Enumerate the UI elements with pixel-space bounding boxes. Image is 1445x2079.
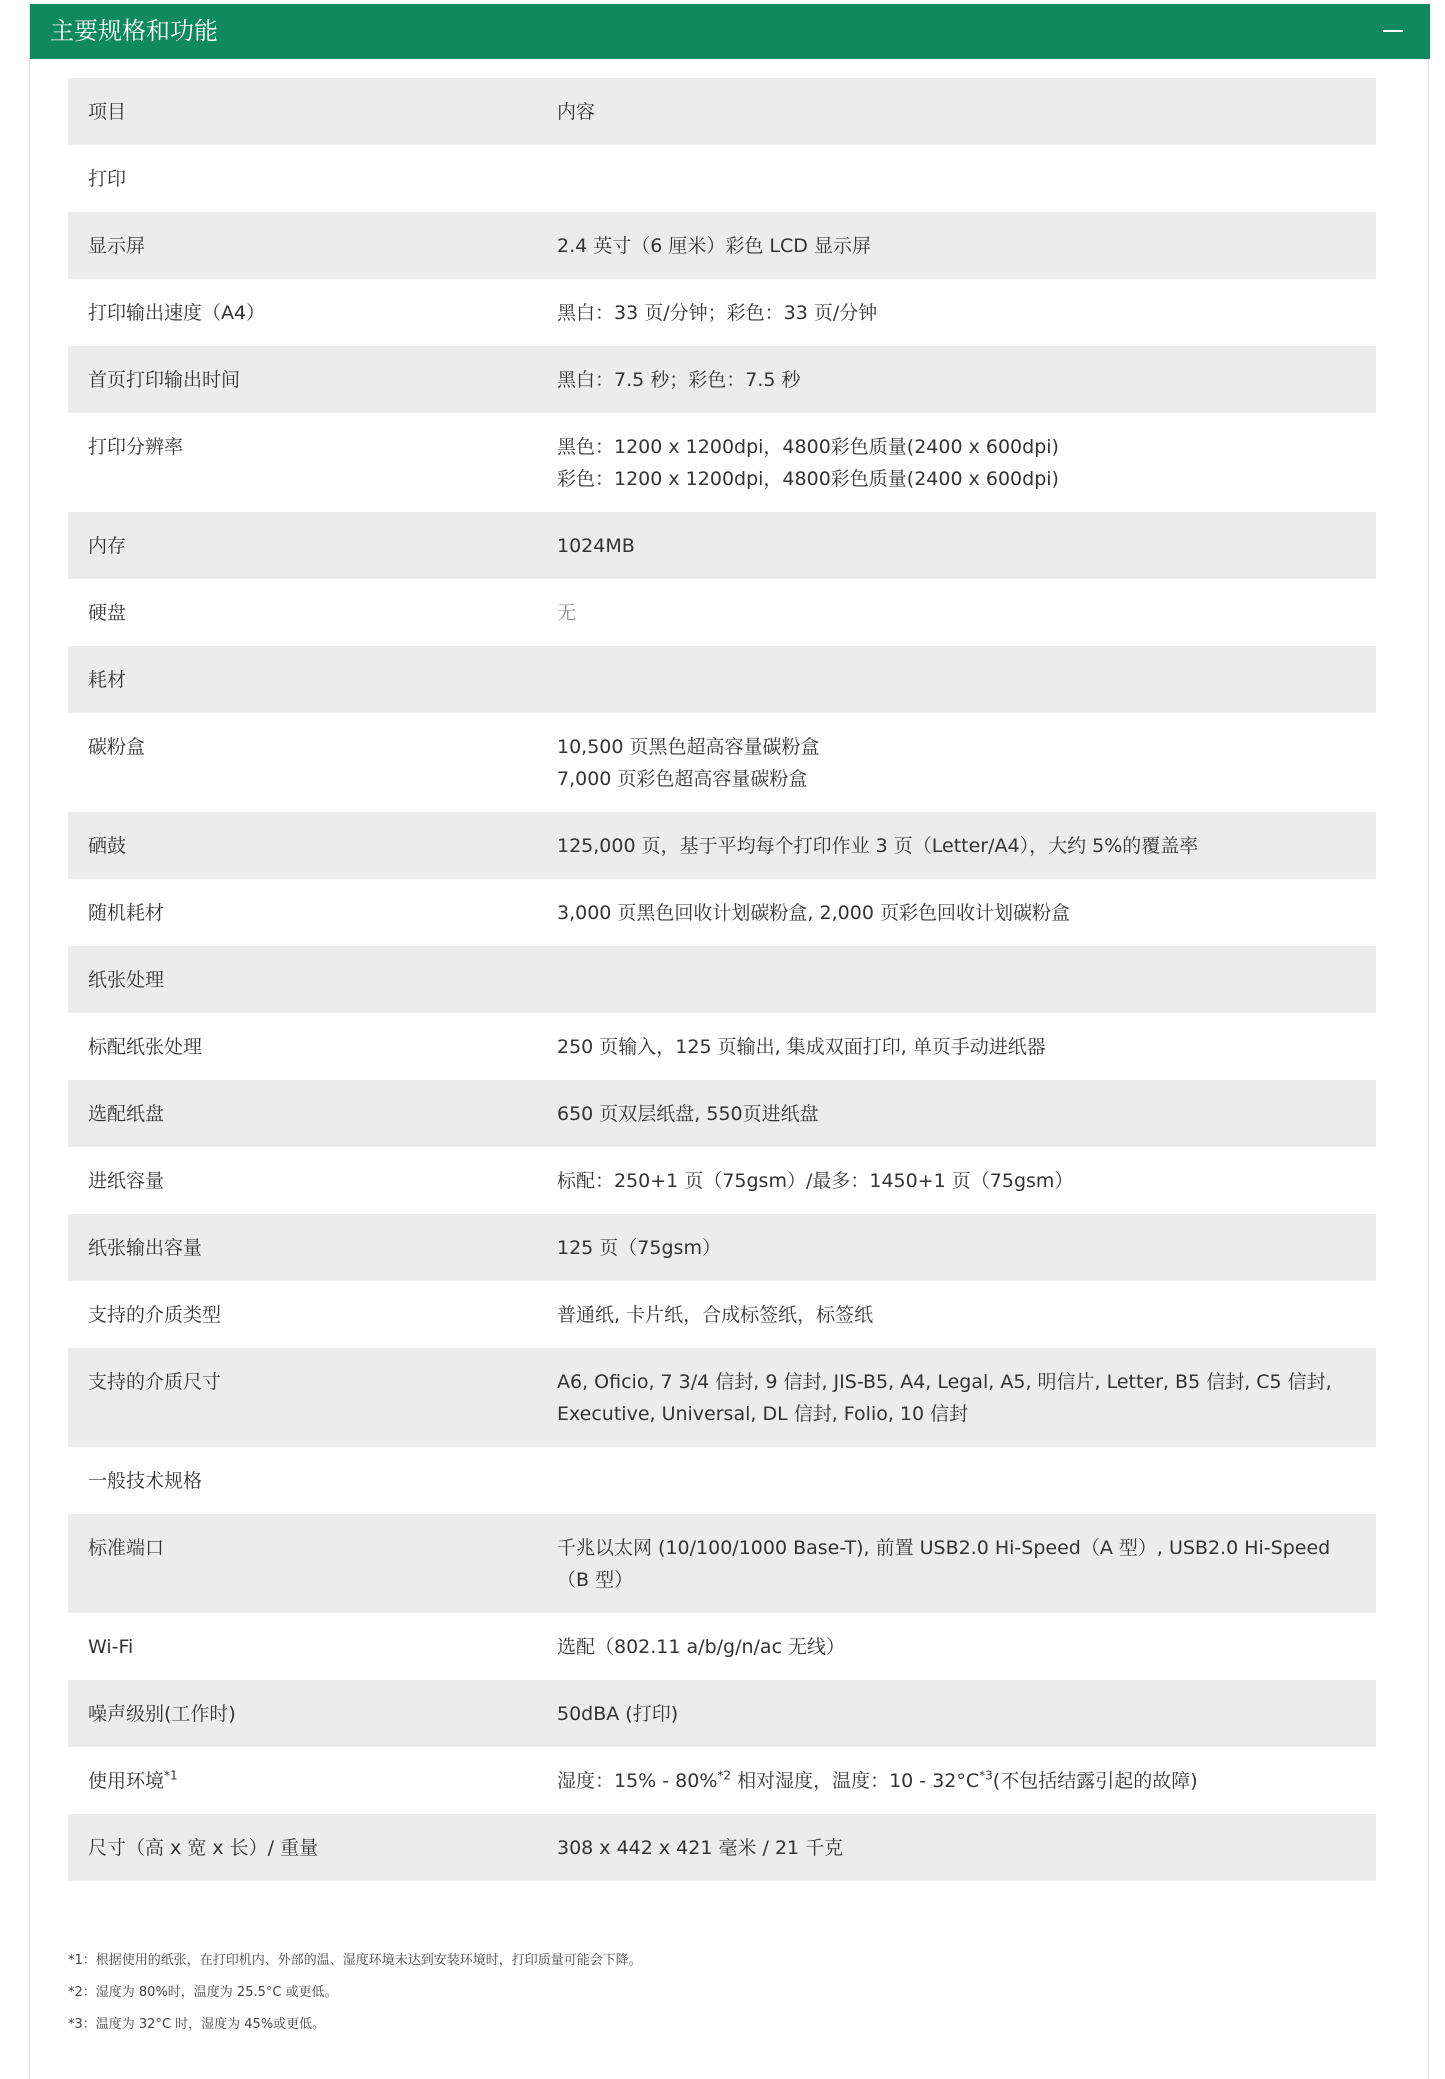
footnote: *2：湿度为 80%时，温度为 25.5°C 或更低。: [68, 1985, 338, 2000]
section-title: 主要规格和功能: [50, 17, 218, 45]
row-value: [557, 1765, 1376, 1797]
table-row: [68, 713, 1376, 812]
row-value: [557, 664, 1376, 696]
table-row: [68, 346, 1376, 413]
column-header-content: 内容: [557, 101, 596, 123]
row-value: 3,000 页黑色回收计划碳粉盒, 2,000 页彩色回收计划碳粉盒: [557, 902, 1070, 924]
row-label: 噪声级别(工作时): [88, 1703, 236, 1725]
row-value-line: 黑色：1200 x 1200dpi，4800彩色质量(2400 x 600dpi): [557, 436, 1059, 458]
table-row: [68, 579, 1376, 646]
table-row: [68, 1080, 1376, 1147]
row-label: 打印: [88, 168, 127, 190]
row-value: 2.4 英寸（6 厘米）彩色 LCD 显示屏: [557, 235, 871, 257]
row-label: 标准端口: [88, 1537, 165, 1559]
row-label: 随机耗材: [88, 902, 165, 924]
row-label: Wi-Fi: [88, 1636, 134, 1658]
table-row: [68, 1747, 1376, 1814]
table-row: [68, 279, 1376, 346]
row-value: A6, Oficio, 7 3/4 信封, 9 信封, JIS-B5, A4, Legal, A5, 明信片, Letter, B5 信封, C5 信封, Executive, Universal, DL 信封, Folio, 10 信封: [557, 1371, 1332, 1425]
row-value: 千兆以太网 (10/100/1000 Base-T), 前置 USB2.0 Hi-Speed（A 型）, USB2.0 Hi-Speed（B 型）: [557, 1537, 1331, 1591]
section-header[interactable]: [30, 4, 1430, 59]
row-label: 打印输出速度（A4）: [88, 302, 266, 324]
row-label: 尺寸（高 x 宽 x 长）/ 重量: [88, 1837, 319, 1859]
row-value-line: 10,500 页黑色超高容量碳粉盒: [557, 736, 820, 758]
table-row: [68, 812, 1376, 879]
row-value: [557, 431, 1376, 495]
row-value: 125 页（75gsm）: [557, 1237, 721, 1259]
row-value: 650 页双层纸盘, 550页进纸盘: [557, 1103, 819, 1125]
spec-table: [68, 78, 1376, 1881]
row-label: 纸张处理: [88, 969, 165, 991]
row-value-line: 7,000 页彩色超高容量碳粉盒: [557, 768, 808, 790]
row-value: 标配：250+1 页（75gsm）/最多：1450+1 页（75gsm）: [557, 1170, 1074, 1192]
row-value: 1024MB: [557, 535, 635, 557]
row-value: 黑白：7.5 秒；彩色：7.5 秒: [557, 369, 801, 391]
footnote: *1：根据使用的纸张，在打印机内、外部的温、湿度环境未达到安装环境时，打印质量可能会下降。: [68, 1953, 642, 1968]
row-value: 250 页输入，125 页输出, 集成双面打印, 单页手动进纸器: [557, 1036, 1046, 1058]
row-value: 黑白：33 页/分钟；彩色：33 页/分钟: [557, 302, 878, 324]
row-value: [557, 1465, 1376, 1497]
row-label: 内存: [88, 535, 127, 557]
footnote-ref: *3: [979, 1768, 993, 1783]
table-row: [68, 145, 1376, 212]
table-row: [68, 879, 1376, 946]
row-label: 标配纸张处理: [88, 1036, 203, 1058]
row-value-part: (不包括结露引起的故障): [992, 1770, 1198, 1792]
row-label: 耗材: [88, 669, 127, 691]
row-label: 支持的介质尺寸: [88, 1371, 222, 1393]
row-label: 进纸容量: [88, 1170, 165, 1192]
row-value: 选配（802.11 a/b/g/n/ac 无线）: [557, 1636, 846, 1658]
specs-panel: [29, 4, 1429, 2079]
table-row: [68, 512, 1376, 579]
table-row: [68, 646, 1376, 713]
table-header-row: [68, 78, 1376, 145]
row-value-part: 相对湿度，温度：10 - 32°C: [731, 1770, 980, 1792]
row-value: [557, 731, 1376, 795]
table-row: [68, 1013, 1376, 1080]
row-label: 显示屏: [88, 235, 146, 257]
row-value: 308 x 442 x 421 毫米 / 21 千克: [557, 1837, 844, 1859]
row-value: [557, 964, 1376, 996]
row-label: 碳粉盒: [88, 736, 146, 758]
minus-icon-bar: [1383, 30, 1403, 32]
row-label: 首页打印输出时间: [88, 369, 241, 391]
table-row: [68, 946, 1376, 1013]
row-value: 普通纸, 卡片纸，合成标签纸，标签纸: [557, 1304, 874, 1326]
table-row: [68, 1514, 1376, 1613]
row-label: [68, 1765, 557, 1797]
table-row: [68, 1613, 1376, 1680]
row-label: 一般技术规格: [88, 1470, 203, 1492]
table-row: [68, 212, 1376, 279]
footnote: *3：温度为 32°C 时，湿度为 45%或更低。: [68, 2017, 326, 2032]
row-value-part: 湿度：15% - 80%: [557, 1770, 718, 1792]
row-value: 125,000 页，基于平均每个打印作业 3 页（Letter/A4），大约 5%的覆盖率: [557, 835, 1199, 857]
footnote-ref: *1: [164, 1768, 178, 1783]
row-label: 选配纸盘: [88, 1103, 165, 1125]
table-row: [68, 1214, 1376, 1281]
table-row: [68, 1447, 1376, 1514]
table-row: [68, 1281, 1376, 1348]
row-label: 支持的介质类型: [88, 1304, 222, 1326]
table-row: [68, 1814, 1376, 1881]
row-label: 打印分辨率: [88, 436, 184, 458]
row-label-text: 使用环境: [88, 1770, 165, 1792]
row-value: 50dBA (打印): [557, 1703, 679, 1725]
row-value: [557, 163, 1376, 195]
table-row: [68, 1147, 1376, 1214]
row-value-line: 彩色：1200 x 1200dpi，4800彩色质量(2400 x 600dpi): [557, 468, 1059, 490]
column-header-item: 项目: [88, 101, 127, 123]
footnotes: [68, 1945, 1368, 2041]
table-row: [68, 1348, 1376, 1447]
row-label: 硒鼓: [88, 835, 127, 857]
row-value: 无: [557, 602, 577, 624]
row-label: 纸张输出容量: [88, 1237, 203, 1259]
footnote-ref: *2: [717, 1768, 732, 1783]
table-row: [68, 1680, 1376, 1747]
table-row: [68, 413, 1376, 512]
minus-icon[interactable]: [1380, 18, 1406, 44]
row-label: 硬盘: [88, 602, 127, 624]
